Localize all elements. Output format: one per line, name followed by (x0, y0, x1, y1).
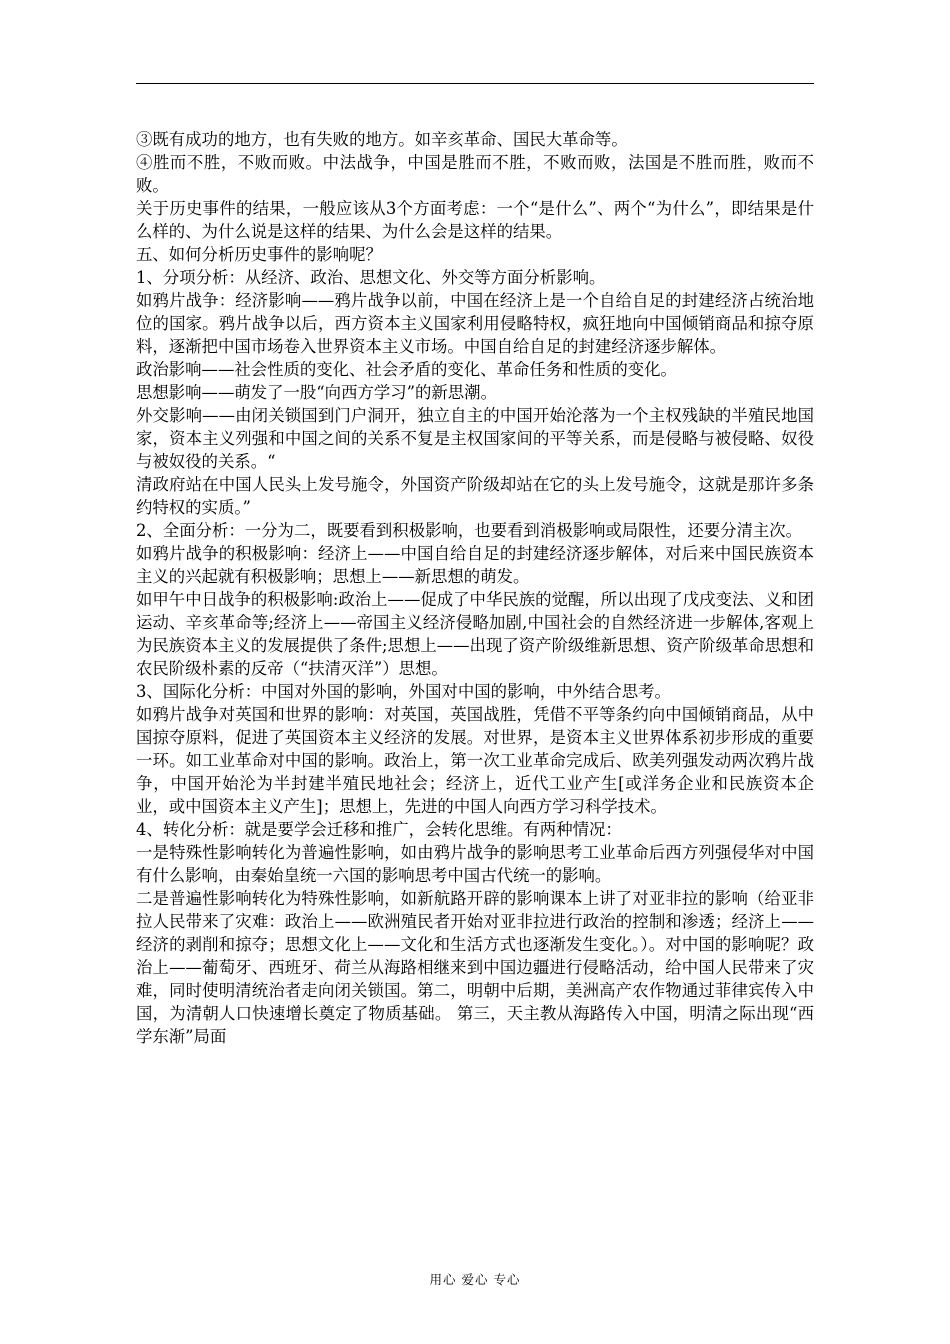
paragraph: ③既有成功的地方，也有失败的地方。如辛亥革命、国民大革命等。 (136, 130, 628, 149)
header-rule (136, 83, 814, 84)
paragraph: 政治影响——社会性质的变化、社会矛盾的变化、革命任务和性质的变化。 (136, 360, 677, 379)
paragraph: 如甲午中日战争的积极影响:政治上——促成了中华民族的觉醒，所以出现了戊戌变法、义和团运动、辛亥革命等;经济上——帝国主义经济侵略加剧,中国社会的自然经济进一步解体,客观上为民族资本主义的发展提供了条件;思想上——出现了资产阶级维新思想、资产阶级革命思想和农民阶级朴素的反帝（“扶清灭洋”）思想。 (136, 590, 814, 678)
paragraph: 二是普遍性影响转化为特殊性影响，如新航路开辟的影响课本上讲了对亚非拉的影响（给亚非拉人民带来了灾难：政治上——欧洲殖民者开始对亚非拉进行政治的控制和渗透；经济上——经济的剥削和掠夺；思想文化上——文化和生活方式也逐渐发生变化。）。对中国的影响呢？政治上——葡萄牙、西班牙、荷兰从海路相继来到中国边疆进行侵略活动，给中国人民带来了灾难，同时使明清统治者走向闭关锁国。第二，明朝中后期，美洲高产农作物通过菲律宾传入中国，为清朝人口快速增长奠定了物质基础。 第三，天主教从海路传入中国，明清之际出现“西学东渐”局面 (136, 889, 814, 1046)
document-body (136, 128, 814, 1048)
subsection-heading: 4、转化分析：就是要学会迁移和推广，会转化思维。有两种情况： (136, 820, 622, 839)
paragraph: 外交影响——由闭关锁国到门户洞开，独立自主的中国开始沦落为一个主权残缺的半殖民地国家，资本主义列强和中国之间的关系不复是主权国家间的平等关系，而是侵略与被侵略、奴役与被奴役的关系。“ (136, 406, 814, 471)
paragraph: 如鸦片战争对英国和世界的影响：对英国，英国战胜，凭借不平等条约向中国倾销商品，从中国掠夺原料，促进了英国资本主义经济的发展。对世界，是资本主义世界体系初步形成的重要一环。如工业革命对中国的影响。政治上，第一次工业革命完成后、欧美列强发动两次鸦片战争，中国开始沦为半封建半殖民地社会；经济上，近代工业产生[或洋务企业和民族资本企业，或中国资本主义产生]；思想上，先进的中国人向西方学习科学技术。 (136, 705, 814, 816)
paragraph: 关于历史事件的结果，一般应该从3个方面考虑：一个“是什么”、两个“为什么”，即结果是什么样的、为什么说是这样的结果、为什么会是这样的结果。 (136, 199, 814, 241)
paragraph: 清政府站在中国人民头上发号施令，外国资产阶级却站在它的头上发号施令，这就是那许多条约特权的实质。” (136, 475, 814, 517)
paragraph: 如鸦片战争的积极影响：经济上——中国自给自足的封建经济逐步解体，对后来中国民族资本主义的兴起就有积极影响；思想上——新思想的萌发。 (136, 544, 814, 586)
paragraph: 如鸦片战争：经济影响——鸦片战争以前，中国在经济上是一个自给自足的封建经济占统治地位的国家。鸦片战争以后，西方资本主义国家利用侵略特权，疯狂地向中国倾销商品和掠夺原料，逐渐把中国市场卷入世界资本主义市场。中国自给自足的封建经济逐步解体。 (136, 291, 814, 356)
paragraph: ④胜而不胜，不败而败。中法战争，中国是胜而不胜，不败而败，法国是不胜而胜，败而不败。 (136, 153, 814, 195)
subsection-heading: 1、分项分析：从经济、政治、思想文化、外交等方面分析影响。 (136, 268, 606, 287)
paragraph: 思想影响——萌发了一股“向西方学习”的新思潮。 (136, 383, 497, 402)
section-heading: 五、如何分析历史事件的影响呢？ (136, 245, 382, 264)
subsection-heading: 3、国际化分析：中国对外国的影响，外国对中国的影响，中外结合思考。 (136, 682, 671, 701)
paragraph: 一是特殊性影响转化为普遍性影响，如由鸦片战争的影响思考工业革命后西方列强侵华对中国有什么影响，由秦始皇统一六国的影响思考中国古代统一的影响。 (136, 843, 814, 885)
page-footer: 用心 爱心 专心 (429, 1272, 521, 1287)
subsection-heading: 2、全面分析：一分为二，既要看到积极影响，也要看到消极影响或局限性，还要分清主次。 (136, 521, 803, 540)
